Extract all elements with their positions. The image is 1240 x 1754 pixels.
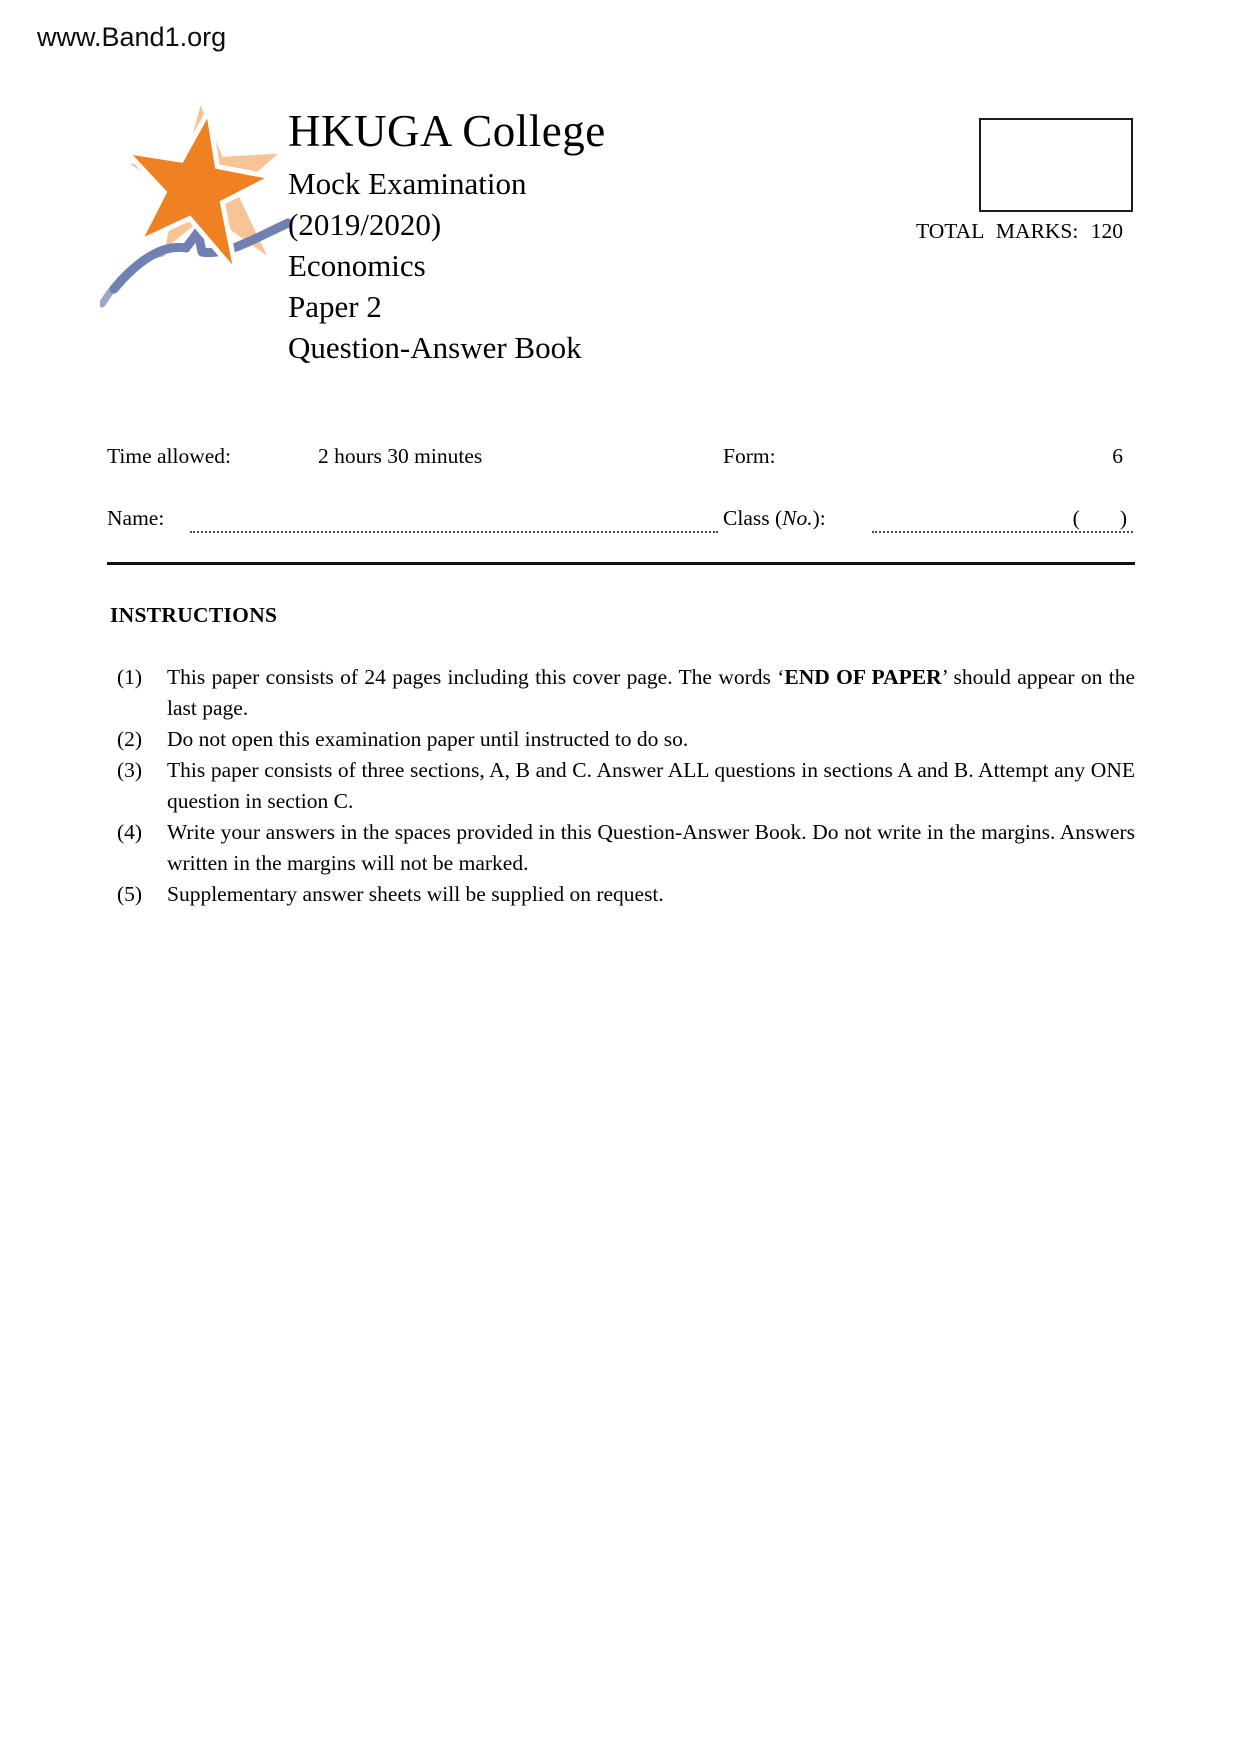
header-divider <box>107 562 1135 565</box>
instruction-item: (2) Do not open this examination paper until instructed to do so. <box>117 724 1135 755</box>
instructions-list <box>117 662 1135 910</box>
total-marks-box <box>979 118 1133 212</box>
instruction-number: (4) <box>117 820 143 844</box>
class-input-line[interactable] <box>872 505 1133 533</box>
form-value: 6 <box>1112 444 1123 468</box>
title-block <box>288 104 606 368</box>
name-input-line[interactable] <box>190 505 718 533</box>
total-marks-value: 120 <box>1090 219 1123 243</box>
time-allowed-value: 2 hours 30 minutes <box>318 444 483 468</box>
exam-title-line: Question-Answer Book <box>288 330 582 365</box>
exam-title-line: Mock Examination <box>288 166 527 201</box>
form-label: Form: <box>723 444 776 468</box>
instruction-item: (1) This paper consists of 24 pages including this cover page. The words ‘END OF PAPER’ should appear on the last page. <box>117 662 1135 724</box>
instruction-item: (4) Write your answers in the spaces provided in this Question-Answer Book. Do not write in the margins. Answers written in the margins will not be marked. <box>117 817 1135 879</box>
instruction-number: (3) <box>117 758 143 782</box>
class-label: Class (No.): <box>723 506 826 530</box>
name-label: Name: <box>107 506 165 530</box>
school-logo <box>100 106 292 308</box>
instruction-number: (1) <box>117 665 143 689</box>
site-watermark: www.Band1.org <box>37 22 227 52</box>
exam-title-line: Paper 2 <box>288 289 382 324</box>
class-number-parens: ( ) <box>1072 506 1127 530</box>
instruction-number: (2) <box>117 727 143 751</box>
logo-swoosh-tail-icon <box>102 253 162 304</box>
exam-title-line: Economics <box>288 248 426 283</box>
school-name: HKUGA College <box>288 106 606 156</box>
instruction-item: (3) This paper consists of three sections, A, B and C. Answer ALL questions in sections A and B. Attempt any ONE question in section C. <box>117 755 1135 817</box>
instruction-number: (5) <box>117 882 143 906</box>
instruction-item: (5) Supplementary answer sheets will be supplied on request. <box>117 879 1135 910</box>
time-allowed-label: Time allowed: <box>107 444 232 468</box>
instructions-heading: INSTRUCTIONS <box>110 603 278 627</box>
exam-title-line: (2019/2020) <box>288 207 442 242</box>
total-marks-label: TOTAL MARKS: 120 <box>916 219 1123 243</box>
